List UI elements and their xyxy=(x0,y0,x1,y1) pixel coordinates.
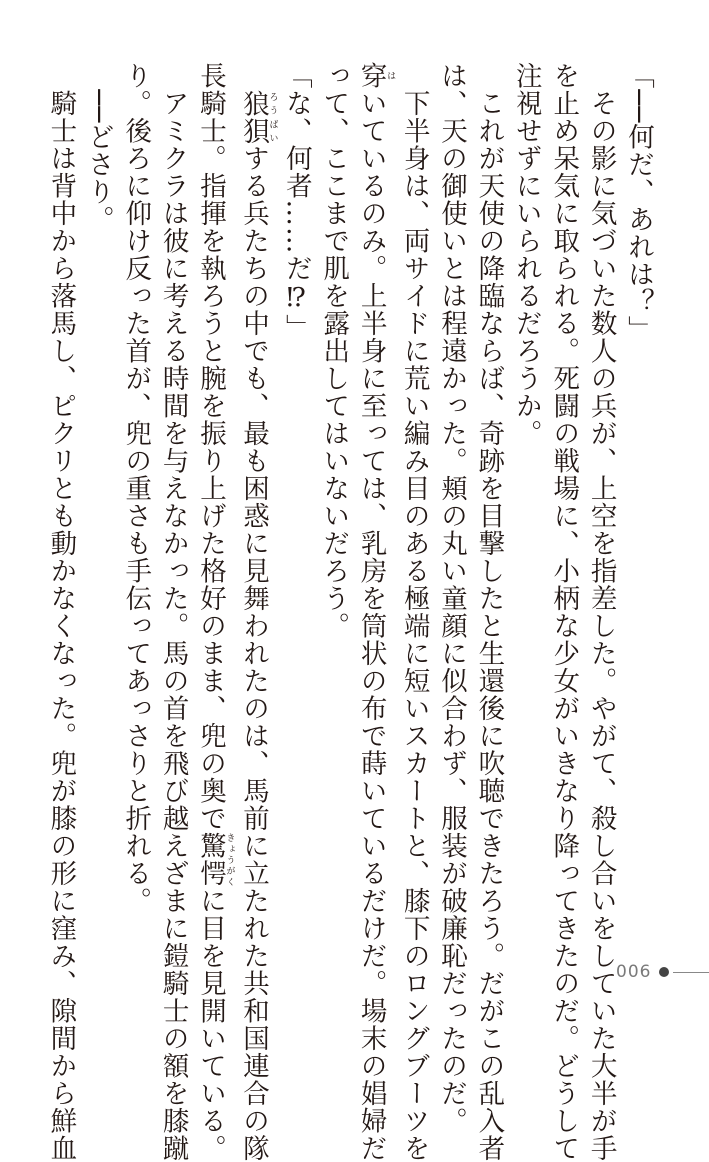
footer-rule xyxy=(673,972,709,973)
text-line-1: 「──何だ、あれは？」 xyxy=(620,62,657,957)
ruby-reading-3: きょうがく xyxy=(225,832,235,887)
text-line-6: は、天の御使いとは程遠かった。頬の丸い童顔に似合わず、服装が破廉恥だったのだ。 xyxy=(433,62,470,957)
text-line-4: 注視せずにいられるだろうか。 xyxy=(507,62,544,957)
text-line-11 xyxy=(235,62,278,957)
text-line-7: 下半身は、両サイドに荒い編み目のある極端に短いスカートと、膝下のロングブーツを xyxy=(395,62,432,957)
vertical-text-body xyxy=(42,62,657,957)
page-footer xyxy=(616,962,709,982)
text-line-16: 騎士は背中から落馬し、ピクリとも動かなくなった。兜が膝の形に窪み、隙間から鮮血 xyxy=(42,62,79,957)
text-line-2: その影に気づいた数人の兵が、上空を指差した。やがて、殺し合いをしていた大半が手 xyxy=(582,62,619,957)
ruby-base-2: 狼狽 xyxy=(238,90,269,145)
ruby-word-2 xyxy=(238,90,269,145)
text-line-3: を止め呆気に取られる。死闘の戦場に、小柄な少女がいきなり降ってきたのだ。どうして xyxy=(545,62,582,957)
text-line-9: って、ここまで肌を露出してはいないだろう。 xyxy=(315,62,352,957)
ruby-word-1 xyxy=(356,62,387,90)
bullet-dot-icon xyxy=(659,967,669,977)
ruby-word-3 xyxy=(195,832,226,887)
text-line-15: ──どさり。 xyxy=(79,62,116,957)
text-line-5: これが天使の降臨ならば、奇跡を目撃したと生還後に吹聴できたろう。だがこの乱入者 xyxy=(470,62,507,957)
ruby-reading-2: ろうばい xyxy=(267,90,277,145)
text-line-12: 長騎士。指揮を執ろうと腕を振り上げた格好のまま、兜の奥で驚愕きょうがくに目を見開いている。 xyxy=(192,62,235,957)
ruby-base-3: 驚愕 xyxy=(195,832,226,887)
text-line-13: アミクラは彼に考える時間を与えなかった。馬の首を飛び越えざまに鎧騎士の額を膝蹴 xyxy=(154,62,191,957)
text-line-10: 「な、何者……だ⁉」 xyxy=(277,62,314,957)
text-line-14: り。後ろに仰け反った首が、兜の重さも手伝ってあっさりと折れる。 xyxy=(117,62,154,957)
ruby-reading-1: は xyxy=(385,62,395,90)
text-line-11-rest: する兵たちの中でも、最も困惑に見舞われたのは、馬前に立たれた共和国連合の隊 xyxy=(238,145,269,1162)
text-line-8-rest: いているのみ。上半身に至っては、乳房を筒状の布で蒔いているだけだ。場末の娼婦だ xyxy=(356,90,387,1162)
page-number: 006 xyxy=(616,962,651,982)
text-line-11-start xyxy=(238,62,269,90)
ruby-base-1: 穿 xyxy=(356,62,387,90)
text-line-8 xyxy=(352,62,395,957)
